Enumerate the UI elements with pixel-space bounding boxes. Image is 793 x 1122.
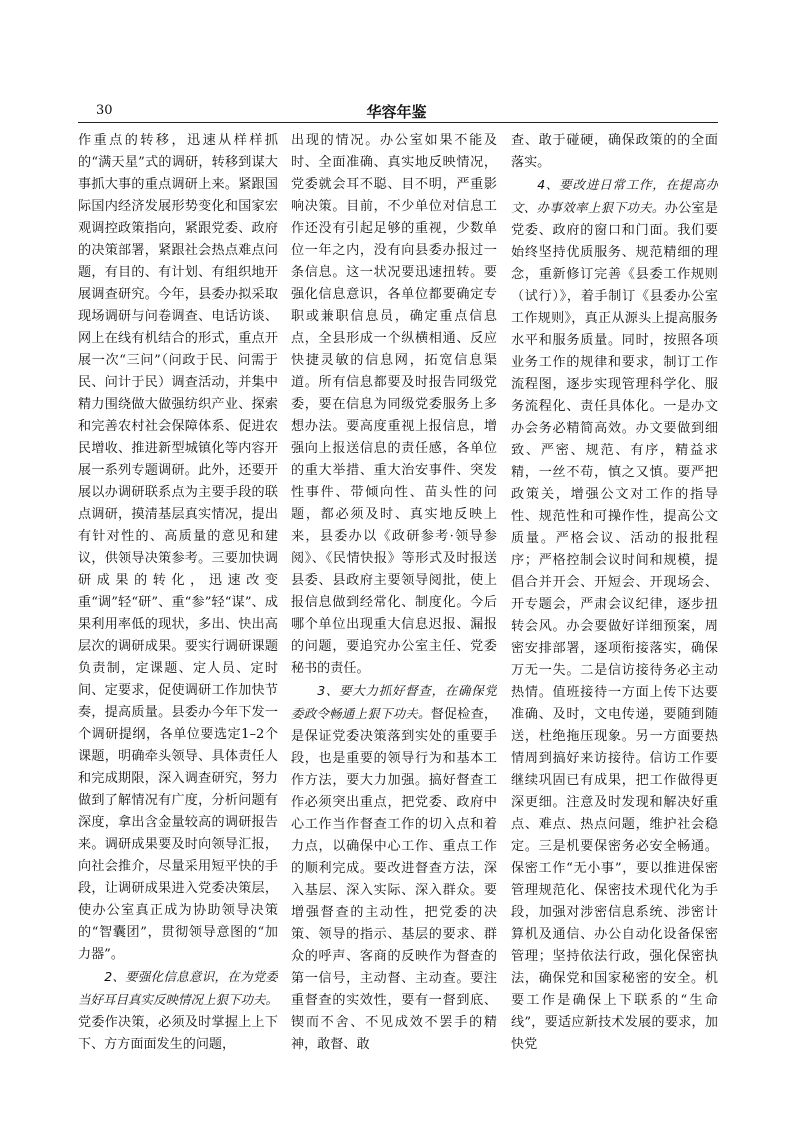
section-heading: 4、要改进日常工作，在提高办文、办事效率上狠下功夫。: [511, 177, 718, 215]
paragraph-text: 督促检查，是保证党委决策落到实处的重要手段，也是重要的领导行为和基本工作方法，要大力加强。搞好督查工作必须突出重点，把党委、政府中心工作当作督查工作的切入点和着力点，以确保中心工作、重点工作的顺利完成。要改进督查方法，深入基层、深入实际、深入群众。要增强督查的主动性，把党委的决策、领导的指示、基层的要求、群众的呼声、客商的反映作为督查的第一信号，主动督、主动查。要注重督查的实效性，要有一督到底、锲而不舍、不见成效不罢手的精神，敢督、敢: [291, 707, 497, 1052]
paragraph: 出现的情况。办公室如果不能及时、全面准确、真实地反映情况，党委就会耳不聪、目不明，严重影响决策。目前，不少单位对信息工作还没有引起足够的重视，少数单位一年之内，没有向县委办报过一条信息。这一状况要迅速扭转。要强化信息意识，各单位都要确定专职或兼职信息员，确定重点信息点，全县形成一个纵横相通、反应快捷灵敏的信息网，拓宽信息渠道。所有信息都要及时报告同级党委，要在信息为同级党委服务上多想办法。要高度重视上报信息，增强向上报送信息的责任感，各单位的重大举措、重大治安事件、突发性事件、带倾向性、苗头性的问题，都必须及时、真实地反映上来，县委办以《政研参考·领导参阅》、《民情快报》等形式及时报送县委、县政府主要领导阅批，使上报信息做到经常化、制度化。今后哪个单位出现重大信息迟报、漏报的问题，要追究办公室主任、党委秘书的责任。: [291, 133, 497, 676]
running-title: 华容年鉴: [366, 103, 427, 121]
section-paragraph: [78, 966, 278, 1056]
page-number: 30: [96, 103, 113, 118]
section-heading: 3、要大力抓好督查，在确保党委政令畅通上狠下功夫。: [291, 683, 497, 721]
column-3: [511, 130, 718, 1056]
paragraph: 作重点的转移，迅速从样样抓的“满天星”式的调研，转移到谋大事抓大事的重点调研上来。紧跟国际国内经济发展形势变化和国家宏观调控政策指向，紧跟党委、政府的决策部署，紧跟社会热点难点问题，有目的、有计划、有组织地开展调查研究。今年，县委办拟采取现场调研与问卷调查、电话访谈、网上在线有机结合的形式，重点开展一次“三问”（问政于民、问需于民、问计于民）调查活动，并集中精力围绕做大做强纺织产业、探索和完善农村社会保障体系、促进农民增收、推进新型城镇化等内容开展一系列专题调研。此外，还要开展以办调研联系点为主要手段的联点调研，摸清基层真实情况，提出有针对性的、高质量的意见和建议，供领导决策参考。三要加快调研成果的转化，迅速改变重“调”轻“研”、重“参”轻“谋”、成果利用率低的现状，多出、快出高层次的调研成果。要实行调研课题负责制，定课题、定人员、定时间、定要求，促使调研工作加快节奏，提高质量。县委办今年下发一个调研提纲，各单位要选定1–2个课题，明确牵头领导、具体责任人和完成期限，深入调查研究，努力做到了解情况有广度，分析问题有深度，拿出含金量较高的调研报告来。调研成果要及时向领导汇报，向社会推介，尽量采用短平快的手段，让调研成果进入党委决策层，使办公室真正成为协助领导决策的“智囊团”，贯彻领导意图的“加力器”。: [78, 133, 278, 962]
paragraph-text: 办公室是党委、政府的窗口和门面。我们要始终坚持优质服务、规范精细的理念，重新修订完善《县委工作规则（试行）》，着手制订《县委办公室工作规则》，真正从源头上提高服务水平和服务质量。同时，按照各项业务工作的规律和要求，制订工作流程图，逐步实现管理科学化、服务流程化、责任具体化。一是办文办会务必精简高效。办文要做到细致、严密、规范、有序，精益求精，一丝不苟，慎之又慎。要严把政策关，增强公文对工作的指导性、规范性和可操作性，提高公文质量。严格会议、活动的报批程序；严格控制会议时间和规模，提倡合并开会、开短会、开现场会、开专题会，严肃会议纪律，逐步扭转会风。办会要做好详细预案，周密安排部署，逐项衔接落实，确保万无一失。二是信访接待务必主动热情。值班接待一方面上传下达要准确、及时，文电传递，要随到随送，杜绝拖压现象。另一方面要热情周到搞好来访接待。信访工作要继续巩固已有成果，把工作做得更深更细。注意及时发现和解决好重点、难点、热点问题，维护社会稳定。三是机要保密务必安全畅通。保密工作“无小事”，要以推进保密管理规范化、保密技术现代化为手段，加强对涉密信息系统、涉密计算机及通信、办公自动化设备保密管理；坚持依法行政，强化保密执法，确保党和国家秘密的安全。机要工作是确保上下联系的“生命线”，要适应新技术发展的要求，加快党: [511, 201, 718, 1052]
section-paragraph: [511, 174, 718, 1056]
paragraph: 查、敢于碰硬，确保政策的的全面落实。: [511, 133, 718, 170]
column-2: [291, 130, 497, 1056]
header-rule: [78, 122, 718, 123]
paragraph-text: 党委作决策，必须及时掌握上上下下、方方面面发生的问题，: [78, 1015, 278, 1052]
section-paragraph: [291, 680, 497, 1056]
section-heading: 2、要强化信息意识，在为党委当好耳目真实反映情况上狠下功夫。: [78, 969, 278, 1007]
column-1: [78, 130, 278, 1056]
